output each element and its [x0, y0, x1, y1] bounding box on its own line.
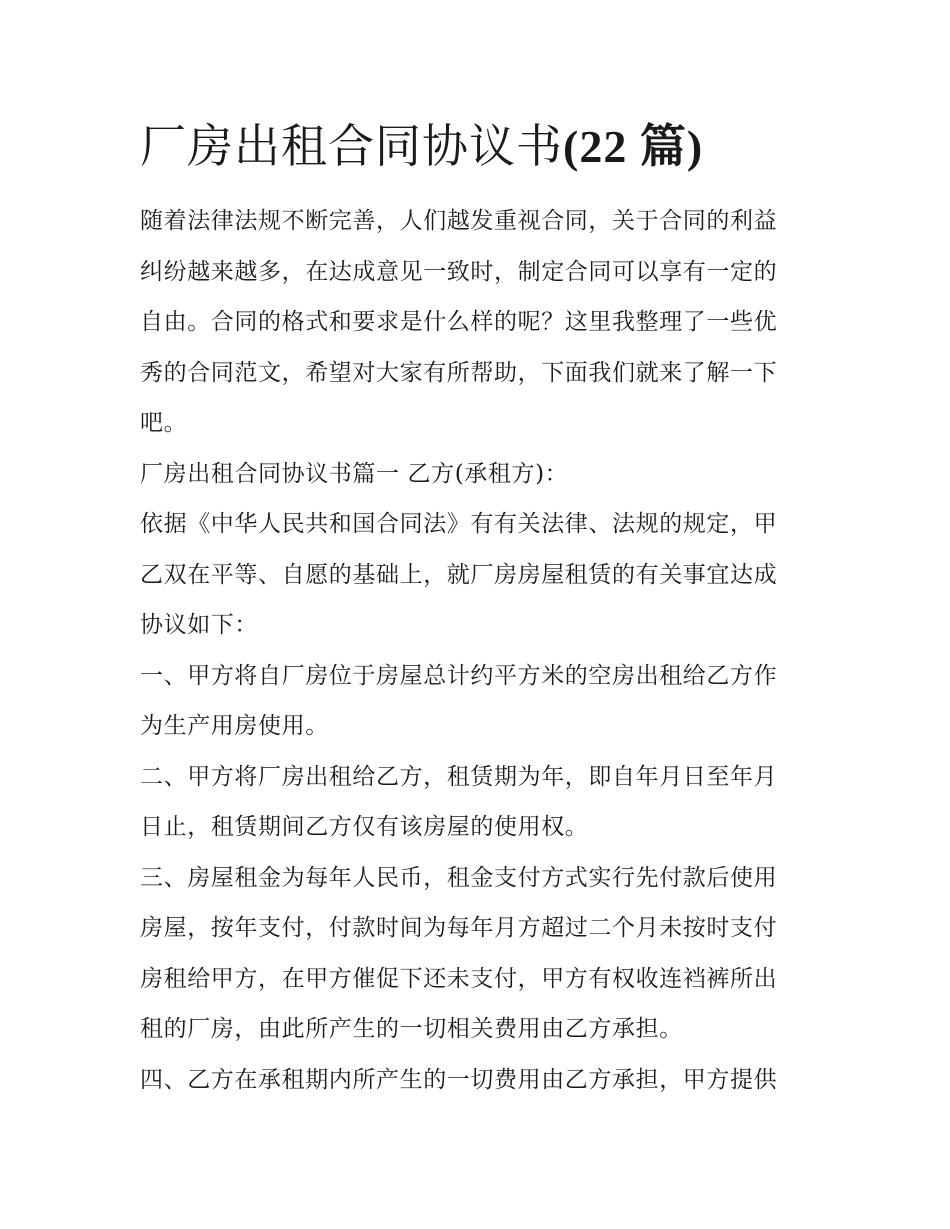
- text-line: 二、甲方将厂房出租给乙方，租赁期为年，即自年月日至年月: [140, 763, 778, 790]
- text-line: 乙双在平等、自愿的基础上，就厂房房屋租赁的有关事宜达成: [140, 561, 778, 588]
- clause-1: [140, 651, 820, 752]
- text-line: 房租给甲方，在甲方催促下还未支付，甲方有权收连裆裤所出: [140, 965, 778, 992]
- preamble-paragraph: [140, 499, 820, 651]
- text-line: 三、房屋租金为每年人民币，租金支付方式实行先付款后使用: [140, 864, 778, 891]
- title-main: 厂房出租合同协议书: [140, 119, 563, 173]
- text-line: 纠纷越来越多，在达成意见一致时，制定合同可以享有一定的: [140, 258, 778, 285]
- text-line: 秀的合同范文，希望对大家有所帮助，下面我们就来了解一下: [140, 359, 778, 386]
- text-line: 四、乙方在承租期内所产生的一切费用由乙方承担，甲方提供: [140, 1066, 778, 1093]
- clause-3: [140, 853, 820, 1055]
- text-line: 房屋，按年支付，付款时间为每年月方超过二个月未按时支付: [140, 915, 778, 941]
- text-line: 一、甲方将自厂房位于房屋总计约平方米的空房出租给乙方作: [140, 662, 778, 689]
- text-line: 随着法律法规不断完善，人们越发重视合同，关于合同的利益: [140, 208, 778, 234]
- document-title: [140, 116, 703, 177]
- intro-paragraph: [140, 196, 820, 449]
- text-line: 依据《中华人民共和国合同法》有有关法律、法规的规定，甲: [140, 511, 778, 537]
- text-line: 租的厂房，由此所产生的一切相关费用由乙方承担。: [140, 1016, 683, 1042]
- clause-2: [140, 752, 820, 853]
- text-line: 协议如下：: [140, 612, 258, 638]
- title-count: (22 篇): [563, 121, 704, 172]
- text-line: 吧。: [140, 410, 188, 436]
- text-line: 自由。合同的格式和要求是什么样的呢？这里我整理了一些优: [140, 309, 778, 335]
- text-line: 为生产用房使用。: [140, 713, 329, 739]
- section-heading: [140, 449, 820, 500]
- document-body: [140, 196, 820, 1105]
- clause-4: [140, 1055, 820, 1106]
- text-line: 日止，租赁期间乙方仅有该房屋的使用权。: [140, 814, 589, 840]
- text-line: 厂房出租合同协议书篇一 乙方(承租方)：: [140, 460, 569, 487]
